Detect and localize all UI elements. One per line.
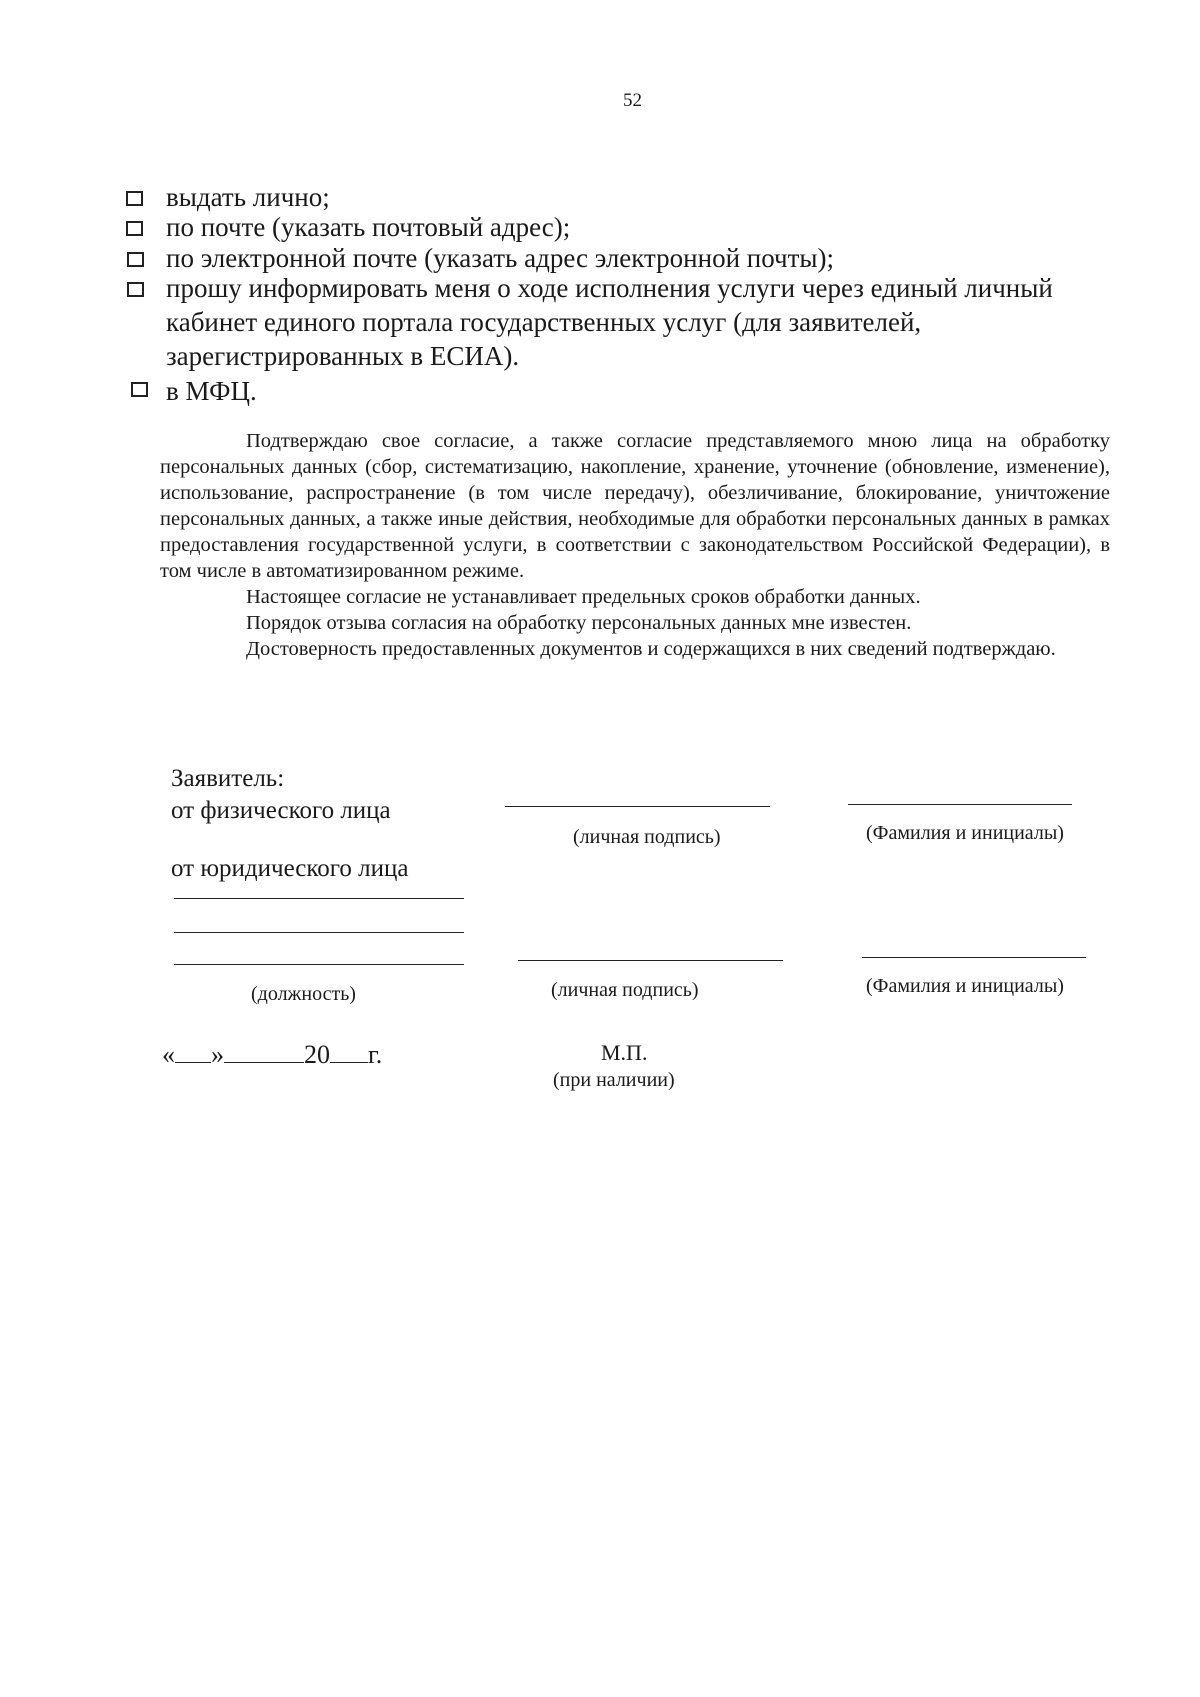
- consent-block: [160, 428, 1110, 662]
- seal-label: М.П.: [601, 1040, 648, 1065]
- option-label-line: зарегистрированных в ЕСИА).: [166, 341, 520, 371]
- option-label-line: кабинет единого портала государственных услуг (для заявителей,: [166, 307, 922, 337]
- individual-name-line[interactable]: [848, 804, 1072, 805]
- checkbox[interactable]: [126, 191, 143, 206]
- legal-entity-line[interactable]: [174, 932, 464, 933]
- consent-paragraph: Порядок отзыва согласия на обработку персональных данных мне известен.: [246, 612, 912, 634]
- date-field[interactable]: [162, 1040, 382, 1070]
- legal-entity-line[interactable]: [174, 898, 464, 899]
- consent-paragraph: Подтверждаю свое согласие, а также согласие представляемого мною лица на обработку персональных данных (сбор, систематизацию, накопление, хранение, уточнение (обновление, изменение), использование, распространение (в том числе передачу), обезличивание, блокирование, уничтожение персональных данных, а также иные действия, необходимые для обработки персональных данных в рамках предоставления государственной услуги, в соответствии с законодательством Российской Федерации), в том числе в автоматизированном режиме.: [160, 430, 1110, 582]
- date-close-quote: »: [211, 1040, 224, 1069]
- applicant-heading: Заявитель:: [171, 765, 285, 792]
- position-caption: (должность): [251, 983, 356, 1005]
- checkbox[interactable]: [127, 282, 144, 297]
- legal-entity-label: от юридического лица: [171, 855, 409, 882]
- day-blank[interactable]: [175, 1040, 211, 1063]
- signature-caption: (личная подпись): [551, 979, 699, 1001]
- option-label: по почте (указать почтовый адрес);: [166, 212, 571, 242]
- month-blank[interactable]: [224, 1040, 304, 1063]
- consent-paragraph: Настоящее согласие не устанавливает предельных сроков обработки данных.: [246, 586, 921, 608]
- checkbox[interactable]: [131, 382, 148, 397]
- checkbox[interactable]: [127, 252, 144, 267]
- date-open-quote: «: [162, 1040, 175, 1069]
- year-suffix: г.: [368, 1040, 383, 1069]
- legal-name-line[interactable]: [862, 957, 1086, 958]
- page-number: 52: [623, 90, 642, 111]
- name-caption: (Фамилия и инициалы): [866, 822, 1064, 844]
- option-label: в МФЦ.: [166, 376, 257, 406]
- option-label: выдать лично;: [166, 182, 330, 212]
- name-caption: (Фамилия и инициалы): [866, 975, 1064, 997]
- seal-note: (при наличии): [553, 1069, 675, 1091]
- year-prefix: 20: [304, 1040, 330, 1069]
- checkbox[interactable]: [126, 221, 143, 236]
- consent-paragraph: Достоверность предоставленных документов и содержащихся в них сведений подтверждаю.: [246, 638, 1056, 660]
- signature-caption: (личная подпись): [573, 826, 721, 848]
- position-line[interactable]: [174, 964, 464, 965]
- option-label: по электронной почте (указать адрес электронной почты);: [166, 243, 835, 273]
- individual-label: от физического лица: [171, 797, 391, 824]
- individual-signature-line[interactable]: [505, 806, 770, 807]
- option-label-line: прошу информировать меня о ходе исполнения услуги через единый личный: [166, 273, 1053, 303]
- legal-signature-line[interactable]: [518, 960, 783, 961]
- year-blank[interactable]: [330, 1040, 368, 1063]
